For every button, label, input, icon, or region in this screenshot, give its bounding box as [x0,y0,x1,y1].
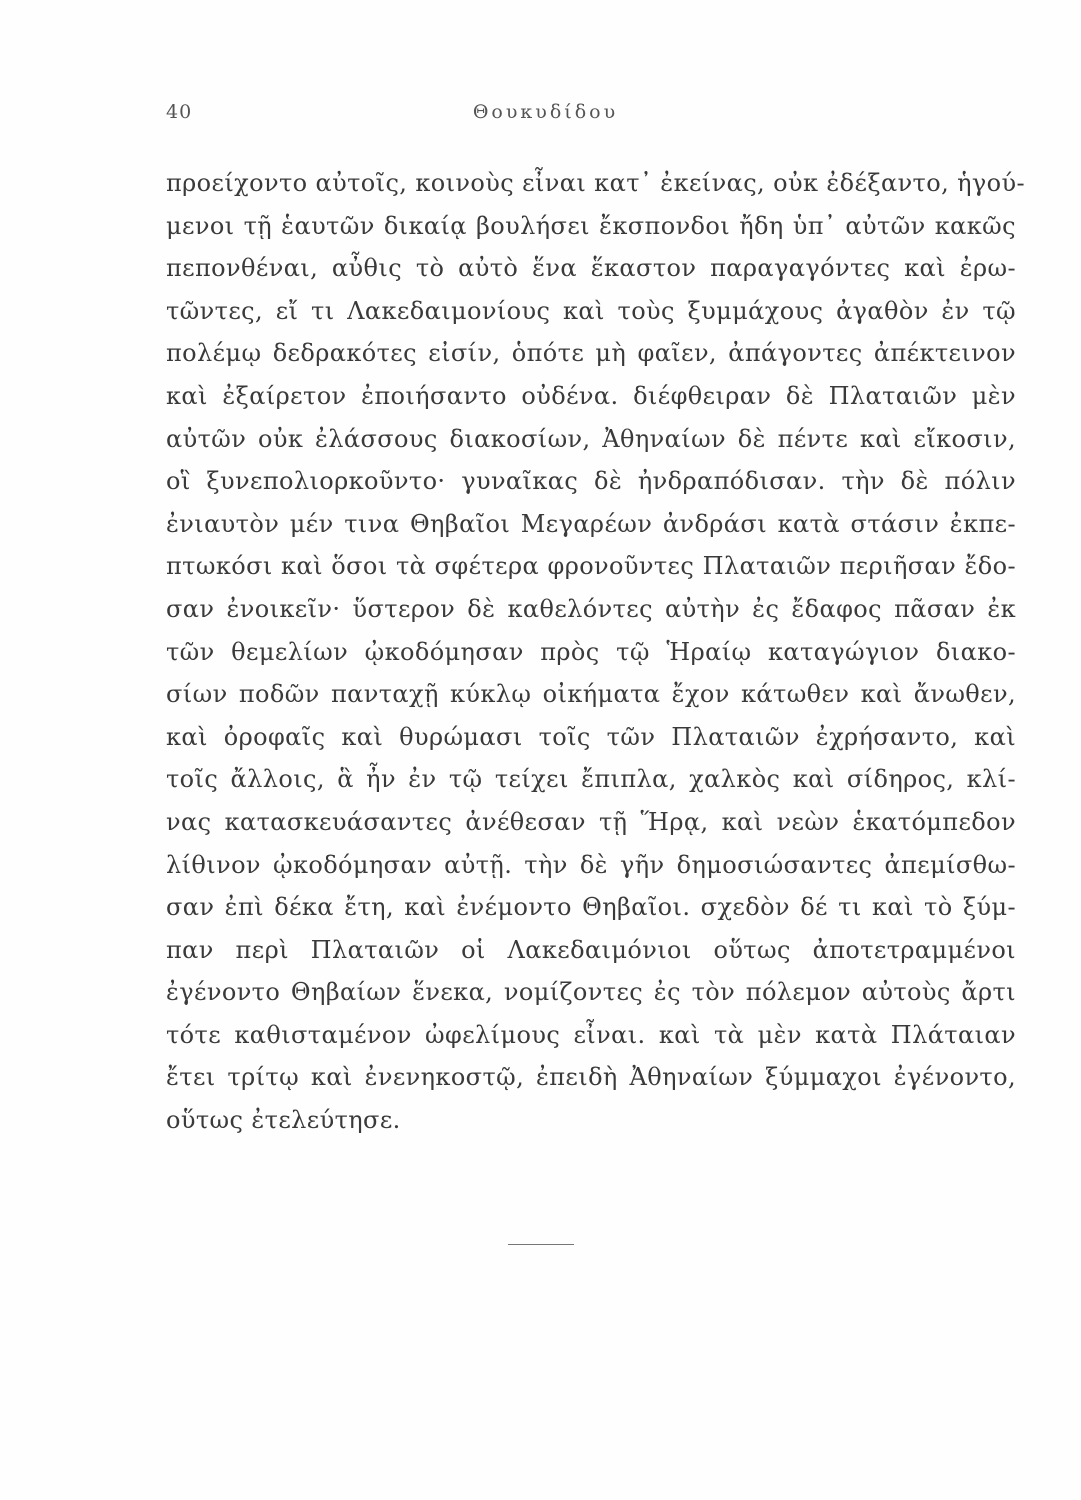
text-line: τοῖς ἄλλοις, ἃ ἦν ἐν τῷ τείχει ἔπιπλα, χαλκὸς καὶ σίδηρος, κλί- [166,765,1016,794]
text-line: τότε καθισταμένον ὠφελίμους εἶναι. καὶ τὰ μὲν κατὰ Πλάταιαν [166,1020,1016,1049]
text-line: πολέμῳ δεδρακότες εἰσίν, ὁπότε μὴ φαῖεν, ἀπάγοντες ἀπέκτεινον [166,339,1016,368]
main-text [166,162,1026,1142]
text-line: σαν ἐνοικεῖν· ὕστερον δὲ καθελόντες αὐτὴν ἐς ἔδαφος πᾶσαν ἐκ [166,594,1016,623]
text-line: πεπονθέναι, αὖθις τὸ αὐτὸ ἕνα ἕκαστον παραγαγόντες καὶ ἐρω- [166,254,1016,283]
text-line: παν περὶ Πλαταιῶν οἱ Λακεδαιμόνιοι οὕτως ἀποτετραμμένοι [166,935,1016,964]
text-line: ἔτει τρίτῳ καὶ ἐνενηκοστῷ, ἐπειδὴ Ἀθηναίων ξύμμαχοι ἐγένοντο, [166,1063,1016,1092]
text-line: προείχοντο αὐτοῖς, κοινοὺς εἶναι κατ᾿ ἐκείνας, οὐκ ἐδέξαντο, ἡγού- [166,169,1026,197]
text-line: αὐτῶν οὐκ ἐλάσσους διακοσίων, Ἀθηναίων δὲ πέντε καὶ εἴκοσιν, [166,424,1016,453]
text-line: καὶ ἐξαίρετον ἐποιήσαντο οὐδένα. διέφθειραν δὲ Πλαταιῶν μὲν [166,381,1016,410]
text-line: καὶ ὀροφαῖς καὶ θυρώμασι τοῖς τῶν Πλαταιῶν ἐχρήσαντο, καὶ [166,722,1016,751]
page-number: 40 [166,101,193,123]
text-line: νας κατασκευάσαντες ἀνέθεσαν τῇ Ἥρᾳ, καὶ νεὼν ἑκατόμπεδον [166,807,1016,836]
text-line-last: οὕτως ἐτελεύτησε. [166,1106,401,1135]
running-title: Θουκυδίδου [472,101,619,123]
text-line: λίθινον ᾠκοδόμησαν αὐτῇ. τὴν δὲ γῆν δημοσιώσαντες ἀπεμίσθω- [166,850,1016,879]
section-end-rule [508,1244,574,1245]
text-line: ἐγένοντο Θηβαίων ἕνεκα, νομίζοντες ἐς τὸν πόλεμον αὐτοὺς ἄρτι [166,978,1016,1007]
text-line: μενοι τῇ ἑαυτῶν δικαίᾳ βουλήσει ἔκσπονδοι ἤδη ὑπ᾿ αὐτῶν κακῶς [166,211,1016,240]
text-line: σαν ἐπὶ δέκα ἔτη, καὶ ἐνέμοντο Θηβαῖοι. σχεδὸν δέ τι καὶ τὸ ξύμ- [166,893,1016,922]
text-line: ἐνιαυτὸν μέν τινα Θηβαῖοι Μεγαρέων ἀνδράσι κατὰ στάσιν ἐκπε- [166,509,1016,538]
text-line: οἳ ξυνεπολιορκοῦντο· γυναῖκας δὲ ἠνδραπόδισαν. τὴν δὲ πόλιν [166,467,1016,496]
text-line: τῶντες, εἴ τι Λακεδαιμονίους καὶ τοὺς ξυμμάχους ἀγαθὸν ἐν τῷ [166,296,1016,325]
text-line: πτωκόσι καὶ ὅσοι τὰ σφέτερα φρονοῦντες Πλαταιῶν περιῆσαν ἔδο- [166,552,1016,581]
text-line: τῶν θεμελίων ᾠκοδόμησαν πρὸς τῷ Ἡραίῳ καταγώγιον διακο- [166,637,1016,666]
text-line: σίων ποδῶν πανταχῇ κύκλῳ οἰκήματα ἔχον κάτωθεν καὶ ἄνωθεν, [166,680,1016,709]
